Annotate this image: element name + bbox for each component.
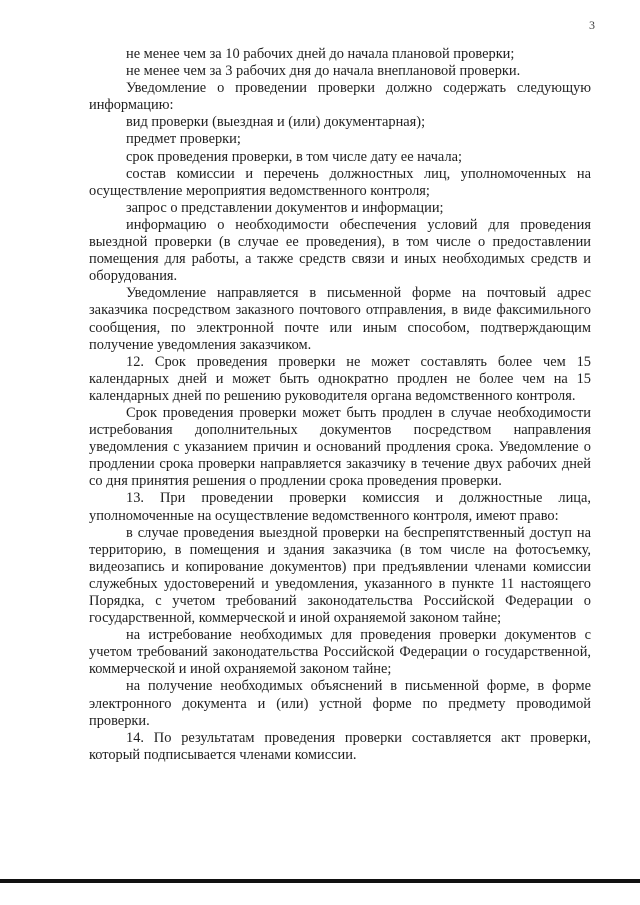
paragraph: запрос о представлении документов и информации; xyxy=(126,199,444,216)
paragraph: Уведомление о проведении проверки должно содержать следующую информацию: xyxy=(89,80,591,114)
paragraph: 14. По результатам проведения проверки составляется акт проверки, который подписывается членами комиссии. xyxy=(89,729,591,763)
paragraph: 13. При проведении проверки комиссия и должностные лица, уполномоченные на осуществление ведомственного контроля, имеют право: xyxy=(89,490,591,524)
paragraph: информацию о необходимости обеспечения условий для проведения выездной проверки (в случае ее проведения), в том числе о предоставлении помещения для работы, а также средств связи и иных необходимых средств и оборудования. xyxy=(89,216,591,285)
paragraph: в случае проведения выездной проверки на беспрепятственный доступ на территорию, в помещения и здания заказчика (в том числе на фотосъемку, видеозапись и копирование документов) при предъявлении членами комиссии служебных удостоверений и уведомления, указанного в пункте 11 настоящего Порядка, с учетом требований законодательства Российской Федерации о государственной, коммерческой и иной охраняемой законом тайне; xyxy=(89,524,591,627)
paragraph: срок проведения проверки, в том числе дату ее начала; xyxy=(126,148,463,165)
paragraph: не менее чем за 3 рабочих дня до начала внеплановой проверки. xyxy=(126,63,521,80)
paragraph: Срок проведения проверки может быть продлен в случае необходимости истребования дополнительных документов посредством направления уведомления с указанием причин и оснований продления срока. Уведомление о продлении срока проверки направляется заказчику в течение двух рабочих дней со дня принятия решения о продлении срока проведения проверки. xyxy=(89,404,591,490)
scan-edge-line xyxy=(0,879,640,883)
page-number: 3 xyxy=(589,18,595,32)
paragraph: предмет проверки; xyxy=(126,131,241,148)
paragraph: 12. Срок проведения проверки не может составлять более чем 15 календарных дней и может быть однократно продлен не более чем на 15 календарных дней по решению руководителя органа ведомственного контроля. xyxy=(89,353,591,404)
paragraph: вид проверки (выездная и (или) документарная); xyxy=(126,114,426,131)
paragraph: на истребование необходимых для проведения проверки документов с учетом требований законодательства Российской Федерации о государственной, коммерческой и иной охраняемой законом тайне; xyxy=(89,627,591,678)
paragraph: состав комиссии и перечень должностных лиц, уполномоченных на осуществление мероприятия ведомственного контроля; xyxy=(89,165,591,199)
paragraph: Уведомление направляется в письменной форме на почтовый адрес заказчика посредством заказного почтового отправления, в виде факсимильного сообщения, по электронной почте или иным способом, подтверждающим получение уведомления заказчиком. xyxy=(89,285,591,353)
paragraph: не менее чем за 10 рабочих дней до начала плановой проверки; xyxy=(126,46,515,62)
document-body xyxy=(89,46,591,764)
paragraph: на получение необходимых объяснений в письменной форме, в форме электронного документа и (или) устной форме по предмету проводимой проверки. xyxy=(89,678,591,729)
